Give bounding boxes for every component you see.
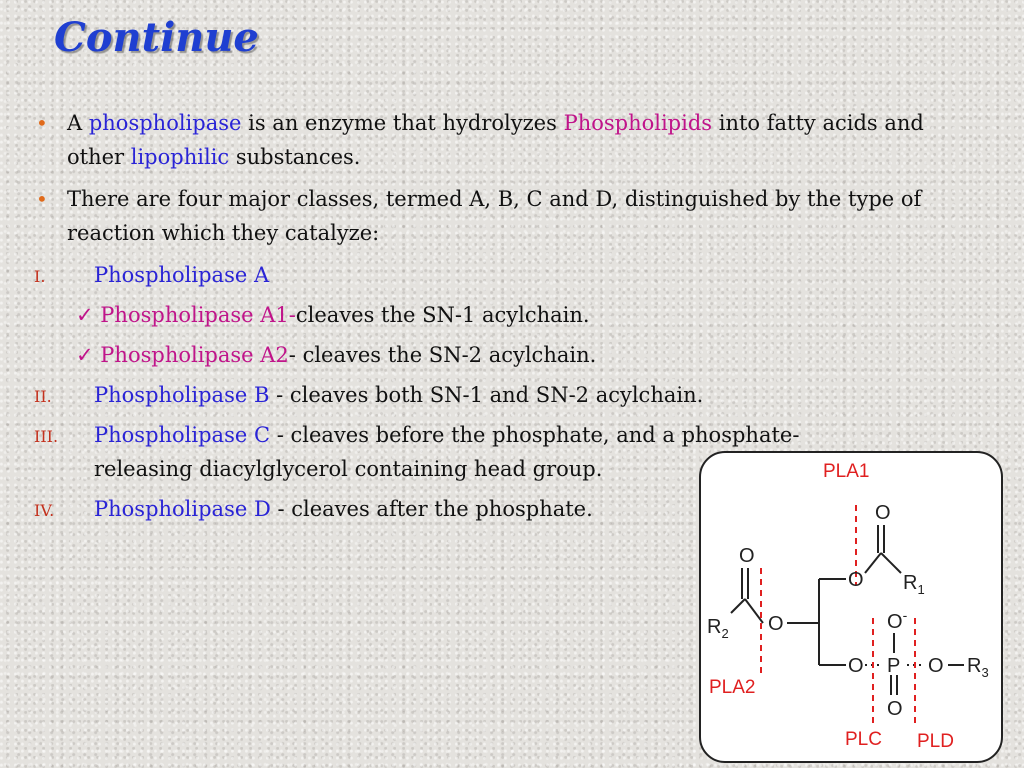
checkmark-icon: ✓ <box>76 303 94 327</box>
atom-r: R <box>707 616 722 638</box>
text-segment: is an enzyme that hydrolyzes <box>241 111 564 135</box>
term-phospholipase: phospholipase <box>88 111 242 135</box>
text-segment: A <box>67 111 89 135</box>
bullet-text: There are four major classes, termed A, B, C and D, distinguished by the type of reaction which they catalyze: <box>67 187 922 245</box>
atom-r: R <box>967 655 982 677</box>
enzyme-labels <box>709 461 954 752</box>
subclass-desc: - cleaves the SN-2 acylchain. <box>288 343 597 367</box>
label-pla2: PLA2 <box>709 677 756 698</box>
atom-o: O <box>887 698 903 720</box>
atom-o: O <box>739 545 755 567</box>
atom-o: O <box>875 502 891 524</box>
roman-numeral: I. <box>34 267 46 286</box>
class-desc: - cleaves after the phosphate. <box>270 497 593 521</box>
atom-o: O <box>887 611 903 633</box>
atom-o: O <box>768 613 784 635</box>
roman-numeral: III. <box>34 427 59 446</box>
class-name: Phospholipase B <box>94 383 270 407</box>
subclass-name: Phospholipase A2 <box>100 343 289 367</box>
subscript: 1 <box>917 582 925 597</box>
subscript: 3 <box>981 665 989 680</box>
subclass-name: Phospholipase A1- <box>100 303 296 327</box>
label-plc: PLC <box>845 729 882 750</box>
phospholipid-cleavage-diagram <box>699 451 1003 763</box>
roman-numeral: IV. <box>34 501 55 520</box>
subclass-item-a2 <box>34 338 954 372</box>
class-desc: - cleaves before the phosphate, and a phosphate-releasing diacylglycerol containing head group. <box>94 423 800 481</box>
bullet-dot-icon: • <box>36 111 48 135</box>
text-segment: into fatty acids and other <box>67 111 924 169</box>
bond <box>865 553 881 573</box>
label-pla1: PLA1 <box>823 461 870 482</box>
class-desc: - cleaves both SN-1 and SN-2 acylchain. <box>269 383 704 407</box>
subclass-desc: cleaves the SN-1 acylchain. <box>295 303 590 327</box>
atom-o-minus <box>887 607 908 633</box>
atom-r1 <box>903 572 925 597</box>
slide-title: Continue <box>54 14 259 61</box>
charge: - <box>902 607 908 623</box>
atom-p: P <box>887 655 901 677</box>
roman-numeral: II. <box>34 387 52 406</box>
phospholipid-structure-svg <box>701 453 1001 761</box>
term-phospholipids: Phospholipids <box>563 111 713 135</box>
bullet-four-classes <box>34 182 954 250</box>
atom-o: O <box>928 655 944 677</box>
text-segment: substances. <box>229 145 361 169</box>
subclass-item-a1 <box>34 298 954 332</box>
atom-o: O <box>848 569 864 591</box>
atom-r2 <box>707 616 729 641</box>
subscript: 2 <box>721 626 729 641</box>
class-name: Phospholipase C <box>94 423 271 447</box>
term-lipophilic: lipophilic <box>130 145 230 169</box>
bond <box>881 553 901 573</box>
checkmark-icon: ✓ <box>76 343 94 367</box>
class-item-b <box>34 378 954 412</box>
bullet-dot-icon: • <box>36 187 48 211</box>
bullet-phospholipase-definition <box>34 106 954 174</box>
class-name: Phospholipase A <box>94 263 270 287</box>
bond <box>731 599 745 613</box>
class-item-a <box>34 258 954 292</box>
class-name: Phospholipase D <box>94 497 271 521</box>
atom-r3 <box>967 655 989 680</box>
atom-o: O <box>848 655 864 677</box>
atom-r: R <box>903 572 918 594</box>
label-pld: PLD <box>917 731 954 752</box>
